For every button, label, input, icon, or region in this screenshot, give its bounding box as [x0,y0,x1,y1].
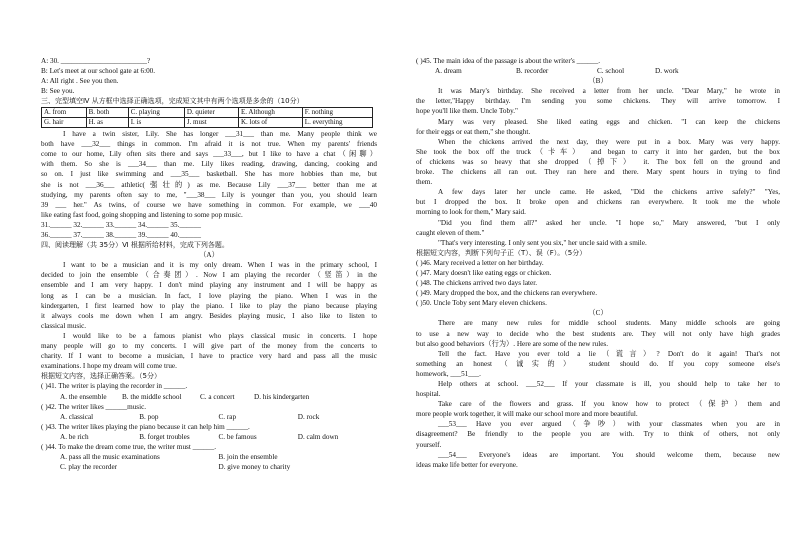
passage-line: classical music. [41,321,87,330]
passage-line: but also good behaviors（行为）. Here are some of the new rules. [416,339,609,348]
passage-line: charity. If I want to become a musician, I have to practice very hard and pass all the music [41,352,377,361]
reading-section-header: 四、阅读理解（共 35分）Ⅵ 根据所给材料，完成下列各题。 [41,241,229,250]
cloze-passage [41,129,377,220]
cloze-option: G. hair [42,118,87,128]
cloze-option: D. quieter [184,108,238,118]
passage-line: Help others at school. ___52___ If your classmate is ill, you should help to take her to [438,380,780,388]
passage-b [416,86,780,248]
passage-line: broke. The chickens all ran out. They ran here and there. Mary spent hours in trying to find [416,168,780,177]
option-d[interactable]: D. his kindergarten [254,392,310,401]
question-options [41,392,377,402]
cloze-option: H. as [86,118,128,128]
passage-line: long as I can be a musician. In fact, I love playing the piano. When I was in the [41,291,377,300]
cloze-option: B. both [86,108,128,118]
passage-line: It was Mary's birthday. She received a letter from her uncle. "Dear Mary," he wrote in [438,87,780,96]
passage-line: for their eggs or eat them," she thought. [416,127,531,136]
passage-c [416,318,780,469]
passage-line: the letter,"Happy birthday. I'm sending you some chickens. They will arrive tomorrow. I [416,97,780,106]
passage-line: ___53___ Have you ever argued（争吵）with your classmates when you are in [438,420,780,429]
dialogue-line-a30: A: 30. ________________________? [41,57,151,65]
passage-line: them. [416,178,433,187]
dialogue-line: A: All right . See you then. [41,77,119,86]
option-a[interactable]: A. dream [435,67,462,76]
tf-question: ( )48. The chickens arrived two days later. [416,279,538,288]
passage-b-label: （B） [588,77,608,86]
passage-line: ensemble and I am very happy. I don't mind playing any instrument and I will be happy as [41,281,377,290]
passage-line: many people will go to my concerts. I will give part of the money from the concerts to [41,342,377,351]
option-c[interactable]: C. rap [218,412,237,421]
passage-line: ___54___ Everyone's ideas are important. You should welcome them, because new [438,450,780,459]
question-stem: ( )44. To make the dream come true, the writer must ______. [41,442,217,451]
option-a[interactable]: A. pass all the music examinations [60,453,160,462]
cloze-line: 39 ___ her." As twins, of course we have something in common. For example, we ___40 [41,200,377,209]
passage-line: to use a new way to decide who the best students are. They will not only have high grades [416,329,780,338]
cloze-line: she is not ___36___ athletic(强壮的) as me. Because Lily ___37___ better than me at [41,180,377,189]
passage-line: of chickens was so heavy that she dropped（掉下） it. The box fell on the ground and [416,157,780,166]
cloze-line: come to our home, Lily often sits there and says ___33___, but I like to have a chat（闲聊） [41,150,377,159]
cloze-line: with them. So she is ___34___ than me. Lily likes reading, drawing, dancing, cooking and [41,160,377,169]
question-42 [41,402,377,422]
cloze-line: both have ___32___ things in common. I'm afraid it is not true. When my parents' friends [41,140,377,149]
question-options [41,412,377,422]
option-c[interactable]: C. school [597,67,625,76]
cloze-line: I have a twin sister, Lily. She has longer ___31___ than me. Many people think we [63,130,377,139]
passage-line: When the chickens arrived the next day, they were put in a box. Mary was very happy. [438,137,780,146]
tf-question: ( )46. Mary received a letter on her birthday. [416,258,544,267]
question-45 [416,56,780,76]
option-b[interactable]: B. recorder [516,67,549,76]
cloze-option: A. from [42,108,87,118]
tf-header: 根据短文内容，判断下列句子正（T）、误（F）。（5分） [416,248,587,257]
cloze-section-header: 三、完型填空Ⅳ 从方框中选择正确选项，完成短文其中有两个选项是多余的（10分） [41,97,304,106]
passage-line: yourself. [416,440,442,449]
question-44 [41,442,377,472]
option-c[interactable]: C. play the recorder [60,463,118,472]
question-stem: ( )43. The writer likes playing the piano because it can help him ______. [41,422,250,431]
passage-line: Take care of the flowers and grass. If you know how to protect（保护）them and [438,400,780,409]
right-column [416,56,780,470]
cloze-option: K. lots of [239,118,303,128]
passage-line: decided to join the ensemble（合奏团）. Now I am playing the recorder（竖笛）in the [41,271,377,280]
cloze-line: studying, my parents often say to me, "___38___ Lily is younger than you, you should learn [41,190,377,199]
passage-line: She took the box off the truck（卡车） and began to carry it into her garden, but the box [416,147,780,156]
tf-question: ( )50. Uncle Toby sent Mary eleven chickens. [416,299,547,308]
question-options [41,462,377,472]
question-stem: ( )42. The writer likes ______music. [41,402,147,411]
passage-a [41,260,377,371]
question-options [416,66,780,76]
passage-line: morning to look for them," Mary said. [416,208,526,217]
passage-line: ideas make life better for everyone. [416,460,518,469]
question-options [41,452,377,462]
passage-line: but I dropped the box. It broke open and chickens ran everywhere. It took me the whole [416,198,780,207]
option-a[interactable]: A. classical [60,412,94,421]
passage-line: hospital. [416,390,441,399]
passage-a-label: （A） [199,251,219,260]
passage-line: hope you'll like them. Uncle Toby." [416,107,518,116]
option-b[interactable]: B. the middle school [122,392,182,401]
cloze-options-box [41,107,373,128]
answer-row: 31.______ 32.______ 33.______ 34.______ 35.______ [41,220,201,229]
option-d[interactable]: D. work [655,67,679,76]
option-d[interactable]: D. calm down [297,432,339,441]
question-options [41,432,377,442]
cloze-line: like eating fast food, going shopping and listening to some pop music. [41,210,243,219]
cloze-line: so on. I just like swimming and ___35___ basketball. She has more hobbies than me, but [41,170,377,179]
option-b[interactable]: B. pop [139,412,159,421]
passage-line: "Did you find them all?" asked her uncle. "I hope so," Mary answered, "but I only [438,218,780,227]
qa-header: 根据短文内容，选择正确答案。（5分） [41,372,161,381]
passage-line: I want to be a musician and it is my only dream. When I was in the primary school, I [63,261,377,270]
passage-line: Mary was very pleased. She liked eating eggs and chicken. "I can keep the chickens [438,117,780,126]
option-d[interactable]: D. give money to charity [218,463,291,472]
cloze-option: I. is [128,118,184,128]
passage-line: caught eleven of them." [416,228,485,237]
option-b[interactable]: B. join the ensemble [218,453,278,462]
cloze-option: E. Although [239,108,303,118]
passage-line: homework, ___51___. [416,369,481,378]
passage-c-label: （C） [588,309,608,318]
option-a[interactable]: A. be rich [60,432,89,441]
question-41 [41,381,377,401]
cloze-option: C. playing [128,108,184,118]
passage-line: more people work together, it will make our school more and more beautiful. [416,410,638,419]
passage-line: kindergarten, I first learned how to play the piano. I like to play the piano because playing [41,301,377,310]
passage-line: examinations. I hope my dream will come true. [41,362,177,371]
question-stem: ( )41. The writer is playing the recorder in ______. [41,382,188,391]
cloze-option: F. nothing [302,108,372,118]
tf-question: ( )49. Mary dropped the box, and the chickens ran everywhere. [416,289,598,298]
passage-line: it always cools me down when I am angry. Besides playing music, I also like to listen to [41,311,377,320]
answer-row: 36.______ 37.______ 38.______ 39.______ 40.______ [41,231,201,239]
left-column [41,56,377,472]
cloze-option: L. everything [302,118,372,128]
option-a[interactable]: A. the ensemble [60,392,107,401]
cloze-option: J. must [184,118,238,128]
passage-line: Tell the fact. Have you ever told a lie（谎言）? Don't do it again! That's not [438,349,780,358]
option-b[interactable]: B. forget troubles [139,432,190,441]
tf-question: ( )47. Mary doesn't like eating eggs or chicken. [416,268,552,277]
passage-line: I would like to be a famous pianist who plays classical music in concerts. I hope [63,331,377,340]
passage-line: something an honest（诚实的） student should do. If you copy someone else's [416,359,780,368]
passage-line: A few days later her uncle came. He asked, "Did the chickens arrive safely?" "Yes, [438,188,780,197]
option-d[interactable]: D. rock [297,412,320,421]
question-stem: ( )45. The main idea of the passage is about the writer's ______. [416,57,600,65]
dialogue-line: B: Let's meet at our school gate at 6:00. [41,67,156,76]
option-c[interactable]: C. be famous [218,432,257,441]
passage-line: There are many new rules for middle school students. Many middle schools are going [438,319,780,328]
passage-line: "That's very interesting. I only sent you six," her uncle said with a smile. [438,238,647,247]
option-c[interactable]: C. a concert [200,392,235,401]
passage-line: disagreement? Be friendly to the people you are with. Try to think of others, not only [416,430,780,439]
question-43 [41,422,377,442]
dialogue-line: B: See you. [41,87,75,96]
